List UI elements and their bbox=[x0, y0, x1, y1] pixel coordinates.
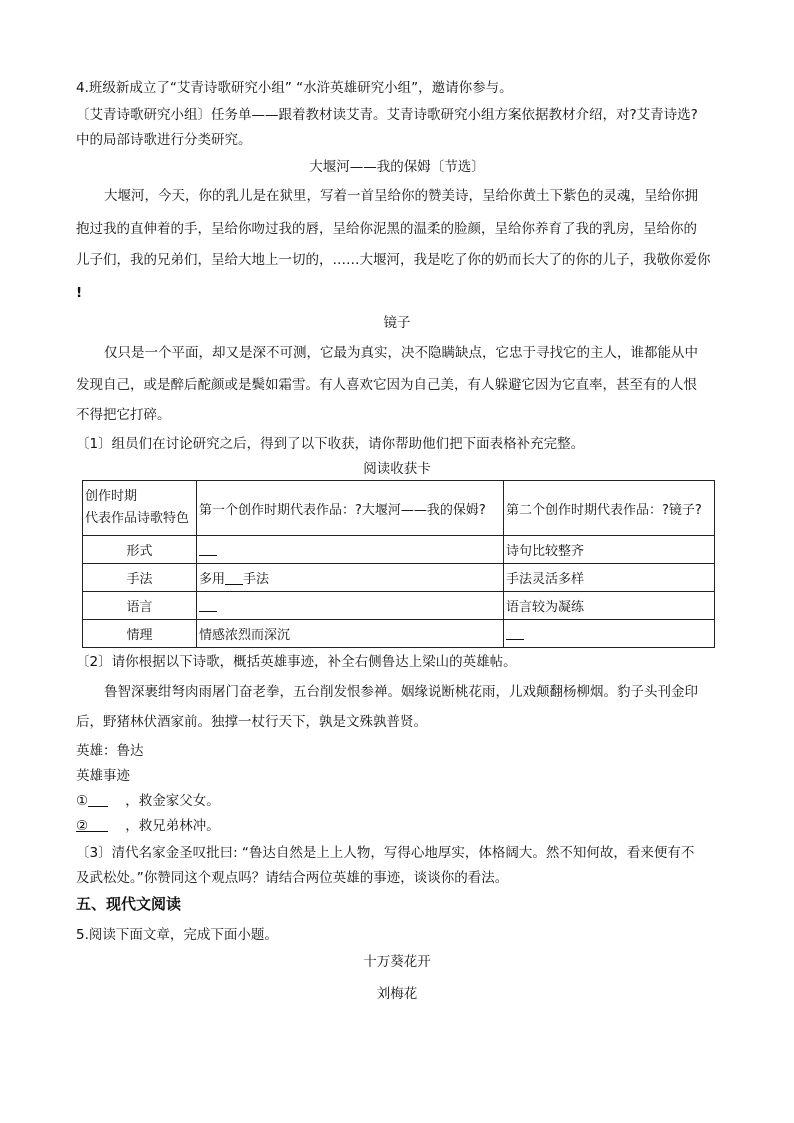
poem1-end: ! bbox=[76, 285, 83, 301]
answer-cell[interactable] bbox=[197, 536, 504, 564]
deed-1 bbox=[76, 791, 220, 811]
answer-blank[interactable] bbox=[506, 625, 524, 640]
verse-line-1: 鲁智深裹绀弩肉雨屠门奋老拳，五台削发恨参禅。姻缘说断桃花雨，儿戏颠翻杨柳烟。豹子头刊金印 bbox=[104, 684, 698, 700]
table-row bbox=[83, 620, 715, 648]
card-title: 阅读收获卡 bbox=[363, 461, 431, 477]
deed-2-number: ② bbox=[76, 818, 89, 834]
table-corner-cell bbox=[83, 481, 197, 536]
answer-cell[interactable] bbox=[504, 620, 715, 648]
q5-instruction: 5.阅读下面文章，完成下面小题。 bbox=[76, 927, 278, 943]
table-header-row bbox=[83, 481, 715, 536]
poem1-line-2: 抱过我的直伸着的手，呈给你吻过我的唇，呈给你泥黑的温柔的脸颜，呈给你养育了我的乳房，呈给你的 bbox=[76, 221, 697, 237]
answer-cell[interactable] bbox=[197, 592, 504, 620]
table-row bbox=[83, 592, 715, 620]
sub-question-1: 〔1〕组员们在讨论研究之后，得到了以下收获，请你帮助他们把下面表格补充完整。 bbox=[76, 436, 585, 452]
table-row bbox=[83, 564, 715, 592]
verse-line-2: 后，野猪林伏酒家前。独撑一杖行天下，孰是文殊孰普贤。 bbox=[76, 714, 427, 730]
table-row bbox=[83, 536, 715, 564]
deeds-label: 英雄事迹 bbox=[76, 768, 130, 784]
poem2-line-2: 发现自己，或是醉后酡颜或是鬓如霜雪。有人喜欢它因为自己美，有人躲避它因为它直率，甚至有的人恨 bbox=[76, 377, 697, 393]
poem2-line-1: 仅只是一个平面，却又是深不可测，它最为真实，决不隐瞒缺点，它忠于寻找它的主人，谁都能从中 bbox=[104, 345, 698, 361]
deed-1-number: ① bbox=[76, 793, 89, 809]
poem2-title: 镜子 bbox=[383, 315, 411, 331]
answer-blank[interactable] bbox=[199, 541, 217, 556]
deed-2-blank[interactable] bbox=[88, 817, 108, 832]
row-label: 情理 bbox=[83, 620, 197, 648]
col1-header: 第一个创作时期代表作品：?大堰河——我的保姆? bbox=[197, 481, 504, 536]
q4-intro: 4.班级新成立了“艾青诗歌研究小组” “水浒英雄研究小组”，邀请你参与。 bbox=[76, 80, 513, 96]
cell-text-suffix: 手法 bbox=[243, 572, 270, 587]
hero-label: 英雄：鲁达 bbox=[76, 743, 144, 759]
table-cell: 诗句比较整齐 bbox=[504, 536, 715, 564]
col2-header: 第二个创作时期代表作品：?镜子? bbox=[504, 481, 715, 536]
sub-question-2: 〔2〕请你根据以下诗歌，概括英雄事迹，补全右侧鲁达上梁山的英雄帖。 bbox=[76, 654, 517, 670]
article-author: 刘梅花 bbox=[376, 986, 418, 1002]
corner-bottom-label: 代表作品诗歌特色 bbox=[85, 511, 190, 526]
poem1-line-3: 儿子们，我的兄弟们，呈给大地上一切的，……大堰河，我是吃了你的奶而长大了的你的儿子，我敬你爱你 bbox=[76, 252, 711, 268]
table-cell: 手法灵活多样 bbox=[504, 564, 715, 592]
answer-blank[interactable] bbox=[225, 570, 243, 585]
reading-harvest-table bbox=[82, 480, 715, 648]
cell-text: 多用 bbox=[199, 572, 226, 587]
answer-cell[interactable] bbox=[197, 564, 504, 592]
corner-top-label: 创作时期 bbox=[85, 489, 138, 504]
table-cell: 语言较为凝练 bbox=[504, 592, 715, 620]
deed-1-text: ，救金家父女。 bbox=[125, 793, 220, 809]
deed-2-text: ，救兄弟林冲。 bbox=[125, 818, 220, 834]
section-heading: 五、现代文阅读 bbox=[76, 895, 182, 913]
row-label: 手法 bbox=[83, 564, 197, 592]
sub-question-3-line-1: 〔3〕清代名家金圣叹批曰: “鲁达自然是上上人物，写得心地厚实，体格阔大。然不知何故，看来便有不 bbox=[76, 845, 695, 861]
sub-question-3-line-2: 及武松处。”你赞同这个观点吗？请结合两位英雄的事迹，谈谈你的看法。 bbox=[76, 870, 509, 886]
deed-1-blank[interactable] bbox=[88, 792, 108, 807]
article-title: 十万葵花开 bbox=[363, 954, 431, 970]
answer-blank[interactable] bbox=[199, 597, 217, 612]
poem1-line-1: 大堰河，今天，你的乳儿是在狱里，写着一首呈给你的赞美诗，呈给你黄土下紫色的灵魂，呈给你拥 bbox=[104, 188, 698, 204]
table-cell: 情感浓烈而深沉 bbox=[197, 620, 504, 648]
task-line-2: 中的局部诗歌进行分类研究。 bbox=[76, 132, 252, 148]
deed-2 bbox=[76, 816, 220, 836]
task-line-1: 〔艾青诗歌研究小组〕任务单——跟着教材读艾青。艾青诗歌研究小组方案依据教材介绍，对?艾青诗选? bbox=[76, 107, 698, 123]
poem2-line-3: 不得把它打碎。 bbox=[76, 407, 171, 423]
row-label: 形式 bbox=[83, 536, 197, 564]
row-label: 语言 bbox=[83, 592, 197, 620]
poem1-title: 大堰河——我的保姆〔节选〕 bbox=[309, 159, 485, 175]
